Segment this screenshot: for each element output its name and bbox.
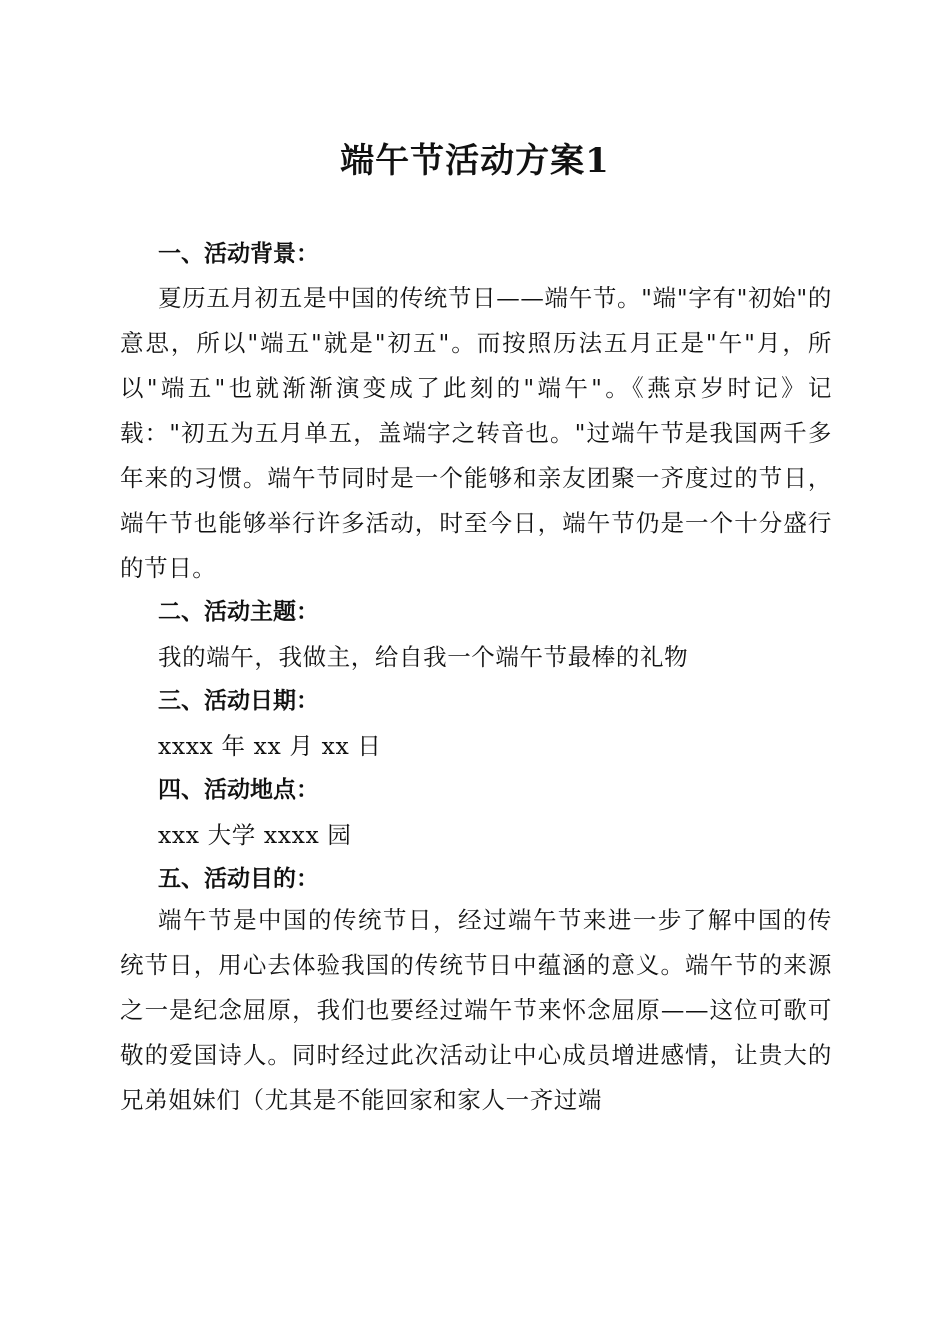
document-title: 端午节活动方案1 — [340, 141, 610, 181]
section-heading-background: 一、活动背景： — [158, 241, 319, 267]
section-body-purpose: 端午节是中国的传统节日，经过端午节来进一步了解中国的传统节日，用心去体验我国的传统节日中蕴涵的意义。端午节的来源之一是纪念屈原，我们也要经过端午节来怀念屈原——这位可歌可敬的爱国诗人。同时经过此次活动让中心成员增进感情，让贵大的兄弟姐妹们（尤其是不能回家和家人一齐过端 — [120, 906, 832, 1114]
section-body-date: xxxx 年 xx 月 xx 日 — [158, 732, 382, 760]
section-body-theme: 我的端午，我做主，给自我一个端午节最棒的礼物 — [158, 643, 689, 671]
section-body-background: 夏历五月初五是中国的传统节日——端午节。"端"字有"初始"的意思，所以"端五"就是"初五"。而按照历法五月正是"午"月，所以"端五"也就渐渐演变成了此刻的"端午"。《燕京岁时记》记载："初五为五月单五，盖端字之转音也。"过端午节是我国两千多年来的习惯。端午节同时是一个能够和亲友团聚一齐度过的节日，端午节也能够举行许多活动，时至今日，端午节仍是一个十分盛行的节日。 — [120, 284, 832, 582]
section-heading-theme: 二、活动主题： — [158, 599, 319, 625]
section-heading-location: 四、活动地点： — [158, 777, 319, 803]
section-body-location: xxx 大学 xxxx 园 — [158, 821, 352, 849]
section-heading-purpose: 五、活动目的： — [158, 866, 319, 892]
section-heading-date: 三、活动日期： — [158, 688, 319, 714]
